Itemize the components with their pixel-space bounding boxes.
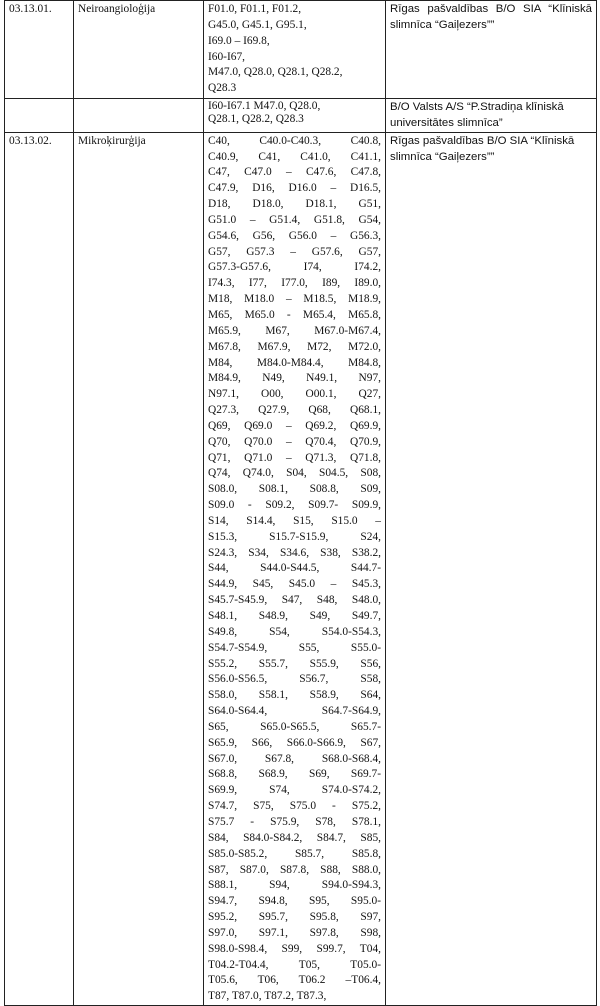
diagnosis-code-line: S15.3, S15.7-S15.9, S24, (208, 530, 381, 543)
diagnosis-code-line: M18, M18.0 – M18.5, M18.9, (208, 293, 381, 306)
diagnosis-code-line: S84, S84.0-S84.2, S84.7, S85, (208, 831, 381, 844)
row-number: 03.13.01. (5, 1, 74, 99)
diagnosis-code-line: M84.9, N49, N49.1, N97, (208, 372, 381, 385)
diagnosis-code-line: M65, M65.0 - M65.4, M65.8, (208, 308, 381, 321)
diagnosis-code-line: C47, C47.0 – C47.6, C47.8, (208, 166, 381, 179)
diagnosis-code-line: S85.0-S85.2, S85.7, S85.8, (208, 847, 381, 860)
diagnosis-code-line: S56.0-S56.5, S56.7, S58, (208, 673, 381, 686)
diagnosis-code-line: G51.0 – G51.4, G51.8, G54, (208, 213, 381, 226)
diagnosis-code-line: S67.0, S67.8, S68.0-S68.4, (208, 752, 381, 765)
diagnosis-codes: I60-I67.1 M47.0, Q28.0, Q28.1, Q28.2, Q28.3 (204, 99, 386, 133)
diagnosis-code-line: C40.9, C41, C41.0, C41.1, (208, 150, 381, 163)
table-row (5, 132, 597, 1005)
table-row (5, 99, 597, 133)
diagnosis-code-line: S09.0 - S09.2, S09.7- S09.9, (208, 499, 381, 512)
diagnosis-code-line: S65, S65.0-S65.5, S65.7- (208, 720, 381, 733)
diagnosis-code-line: G57, G57.3 – G57.6, G57, (208, 245, 381, 258)
diagnosis-code-line: S08.0, S08.1, S08.8, S09, (208, 483, 381, 496)
diagnosis-code-line: C40, C40.0-C40.3, C40.8, (208, 134, 381, 147)
diagnosis-code-line: S49.8, S54, S54.0-S54.3, (208, 625, 381, 638)
diagnosis-code-line: S24.3, S34, S34.6, S38, S38.2, (208, 546, 381, 559)
table-row (5, 1, 597, 99)
diagnosis-code-line: Q27.3, Q27.9, Q68, Q68.1, (208, 404, 381, 417)
diagnosis-codes: F01.0, F01.1, F01.2, G45.0, G45.1, G95.1, I69.0 – I69.8, I60-I67, M47.0, Q28.0, Q28.1, Q28.2, Q28.3 (204, 1, 386, 99)
diagnosis-code-line: M67.8, M67.9, M72, M72.0, (208, 340, 381, 353)
diagnosis-code-line: S64.0-S64.4, S64.7-S64.9, (208, 705, 381, 718)
row-number (5, 99, 74, 133)
diagnosis-code-line: S75.7 - S75.9, S78, S78.1, (208, 815, 381, 828)
diagnosis-code-line: S94.7, S94.8, S95, S95.0- (208, 895, 381, 908)
row-number: 03.13.02. (5, 132, 74, 1005)
diagnosis-code-line: Q70, Q70.0 – Q70.4, Q70.9, (208, 435, 381, 448)
diagnosis-code-line: S58.0, S58.1, S58.9, S64, (208, 689, 381, 702)
diagnosis-code-line: S88.1, S94, S94.0-S94.3, (208, 879, 381, 892)
specialty-name: Mikroķirurģija (74, 132, 204, 1005)
diagnosis-code-line: S45.7-S45.9, S47, S48, S48.0, (208, 594, 381, 607)
diagnosis-code-line: S55.2, S55.7, S55.9, S56, (208, 657, 381, 670)
diagnosis-code-line: M84, M84.0-M84.4, M84.8, (208, 356, 381, 369)
diagnosis-code-line: S14, S14.4, S15, S15.0 – (208, 514, 381, 527)
diagnosis-code-line: S65.9, S66, S66.0-S66.9, S67, (208, 736, 381, 749)
diagnosis-code-line: Q69, Q69.0 – Q69.2, Q69.9, (208, 419, 381, 432)
diagnosis-code-line: C47.9, D16, D16.0 – D16.5, (208, 182, 381, 195)
diagnosis-code-line: I74.3, I77, I77.0, I89, I89.0, (208, 277, 381, 290)
diagnosis-code-line: Q74, Q74.0, S04, S04.5, S08, (208, 467, 381, 480)
diagnosis-code-line: S44.9, S45, S45.0 – S45.3, (208, 578, 381, 591)
diagnosis-code-line: N97.1, O00, O00.1, Q27, (208, 388, 381, 401)
diagnosis-code-line: S98.0-S98.4, S99, S99.7, T04, (208, 942, 381, 955)
document-table (4, 0, 597, 1006)
diagnosis-code-line: G57.3-G57.6, I74, I74.2, (208, 261, 381, 274)
diagnosis-code-line: S95.2, S95.7, S95.8, S97, (208, 911, 381, 924)
diagnosis-codes (204, 132, 386, 1005)
diagnosis-code-line: S54.7-S54.9, S55, S55.0- (208, 641, 381, 654)
diagnosis-code-line: S48.1, S48.9, S49, S49.7, (208, 610, 381, 622)
diagnosis-code-line: T04.2-T04.4, T05, T05.0- (208, 958, 381, 971)
diagnosis-code-line: D18, D18.0, D18.1, G51, (208, 198, 381, 211)
diagnosis-code-line: M65.9, M67, M67.0-M67.4, (208, 324, 381, 337)
institution-name: Rīgas pašvaldības B/O SIA “Klīniskā slimnīca “Gaiļezers”” (386, 1, 597, 99)
diagnosis-code-line: S69.9, S74, S74.0-S74.2, (208, 784, 381, 797)
diagnosis-code-line: S74.7, S75, S75.0 - S75.2, (208, 800, 381, 813)
specialty-name (74, 99, 204, 133)
specialty-name: Neiroangioloģija (74, 1, 204, 99)
diagnosis-code-line: T05.6, T06, T06.2 –T06.4, (208, 974, 381, 987)
diagnosis-code-line: G54.6, G56, G56.0 – G56.3, (208, 229, 381, 242)
institution-name: Rīgas pašvaldības B/O SIA “Klīniskā slimnīca “Gaiļezers”” (386, 132, 597, 1005)
diagnosis-code-line: S44, S44.0-S44.5, S44.7- (208, 562, 381, 575)
diagnosis-code-line: S87, S87.0, S87.8, S88, S88.0, (208, 863, 381, 876)
diagnosis-code-line: T87, T87.0, T87.2, T87.3, (208, 990, 327, 1003)
diagnosis-code-line: Q71, Q71.0 – Q71.3, Q71.8, (208, 451, 381, 464)
diagnosis-code-line: S97.0, S97.1, S97.8, S98, (208, 926, 381, 939)
diagnosis-code-line: S68.8, S68.9, S69, S69.7- (208, 768, 381, 781)
institution-name: B/O Valsts A/S “P.Stradiņa klīniskā universitātes slimnīca” (386, 99, 597, 133)
